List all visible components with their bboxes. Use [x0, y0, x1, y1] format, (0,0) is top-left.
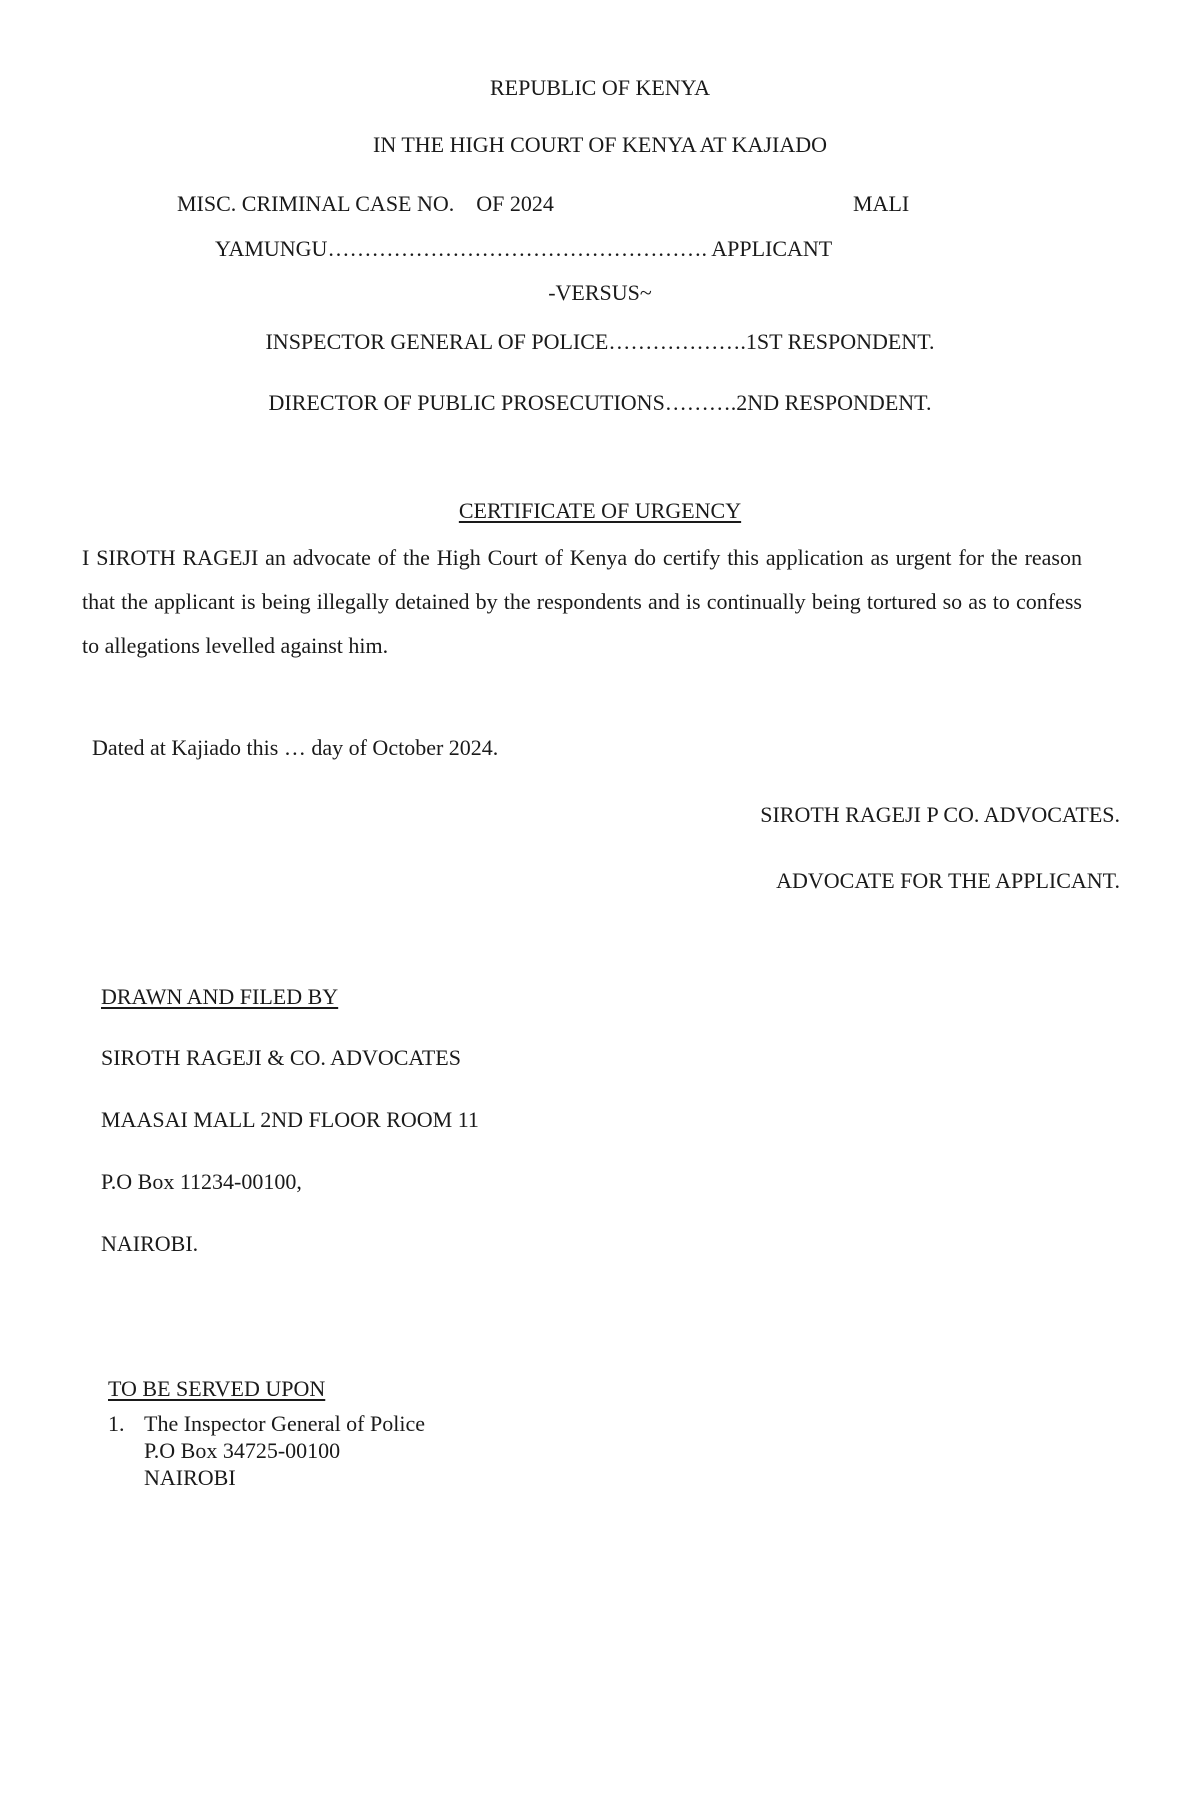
court-heading: IN THE HIGH COURT OF KENYA AT KAJIADO — [373, 132, 827, 157]
served-list — [108, 1410, 425, 1491]
drawn-city: NAIROBI. — [101, 1231, 199, 1256]
served-item — [108, 1410, 425, 1491]
applicant-first-name: MALI — [853, 191, 910, 216]
applicant-line: YAMUNGU……………………………………………. APPLICANT — [215, 236, 833, 261]
drawn-filed-title: DRAWN AND FILED BY — [101, 984, 339, 1009]
served-item-po-box: P.O Box 34725-00100 — [144, 1438, 341, 1463]
certificate-body: I SIROTH RAGEJI an advocate of the High Court of Kenya do certify this application as urgent for the reason that the applicant is being illegally detained by the respondents and is continually being tortured so as to confess to allegations levelled against him. — [82, 545, 1082, 658]
certificate-title: CERTIFICATE OF URGENCY — [458, 498, 742, 523]
respondent-1-line: INSPECTOR GENERAL OF POLICE……………….1ST RESPONDENT. — [265, 329, 935, 354]
drawn-address: MAASAI MALL 2ND FLOOR ROOM 11 — [101, 1107, 479, 1132]
served-item-city: NAIROBI — [144, 1465, 236, 1490]
served-item-name: The Inspector General of Police — [144, 1411, 425, 1436]
versus-line: -VERSUS~ — [548, 280, 652, 305]
served-title: TO BE SERVED UPON — [108, 1376, 326, 1401]
signature-role: ADVOCATE FOR THE APPLICANT. — [776, 868, 1120, 893]
case-number: MISC. CRIMINAL CASE NO. OF 2024 — [177, 191, 554, 216]
served-item-number: 1. — [108, 1411, 125, 1436]
respondent-2-line: DIRECTOR OF PUBLIC PROSECUTIONS……….2ND RESPONDENT. — [268, 390, 932, 415]
drawn-po-box: P.O Box 11234-00100, — [101, 1169, 302, 1194]
dated-line: Dated at Kajiado this … day of October 2024. — [92, 735, 499, 760]
republic-heading: REPUBLIC OF KENYA — [489, 75, 711, 100]
signature-firm: SIROTH RAGEJI P CO. ADVOCATES. — [760, 802, 1120, 827]
drawn-firm: SIROTH RAGEJI & CO. ADVOCATES — [101, 1045, 461, 1070]
